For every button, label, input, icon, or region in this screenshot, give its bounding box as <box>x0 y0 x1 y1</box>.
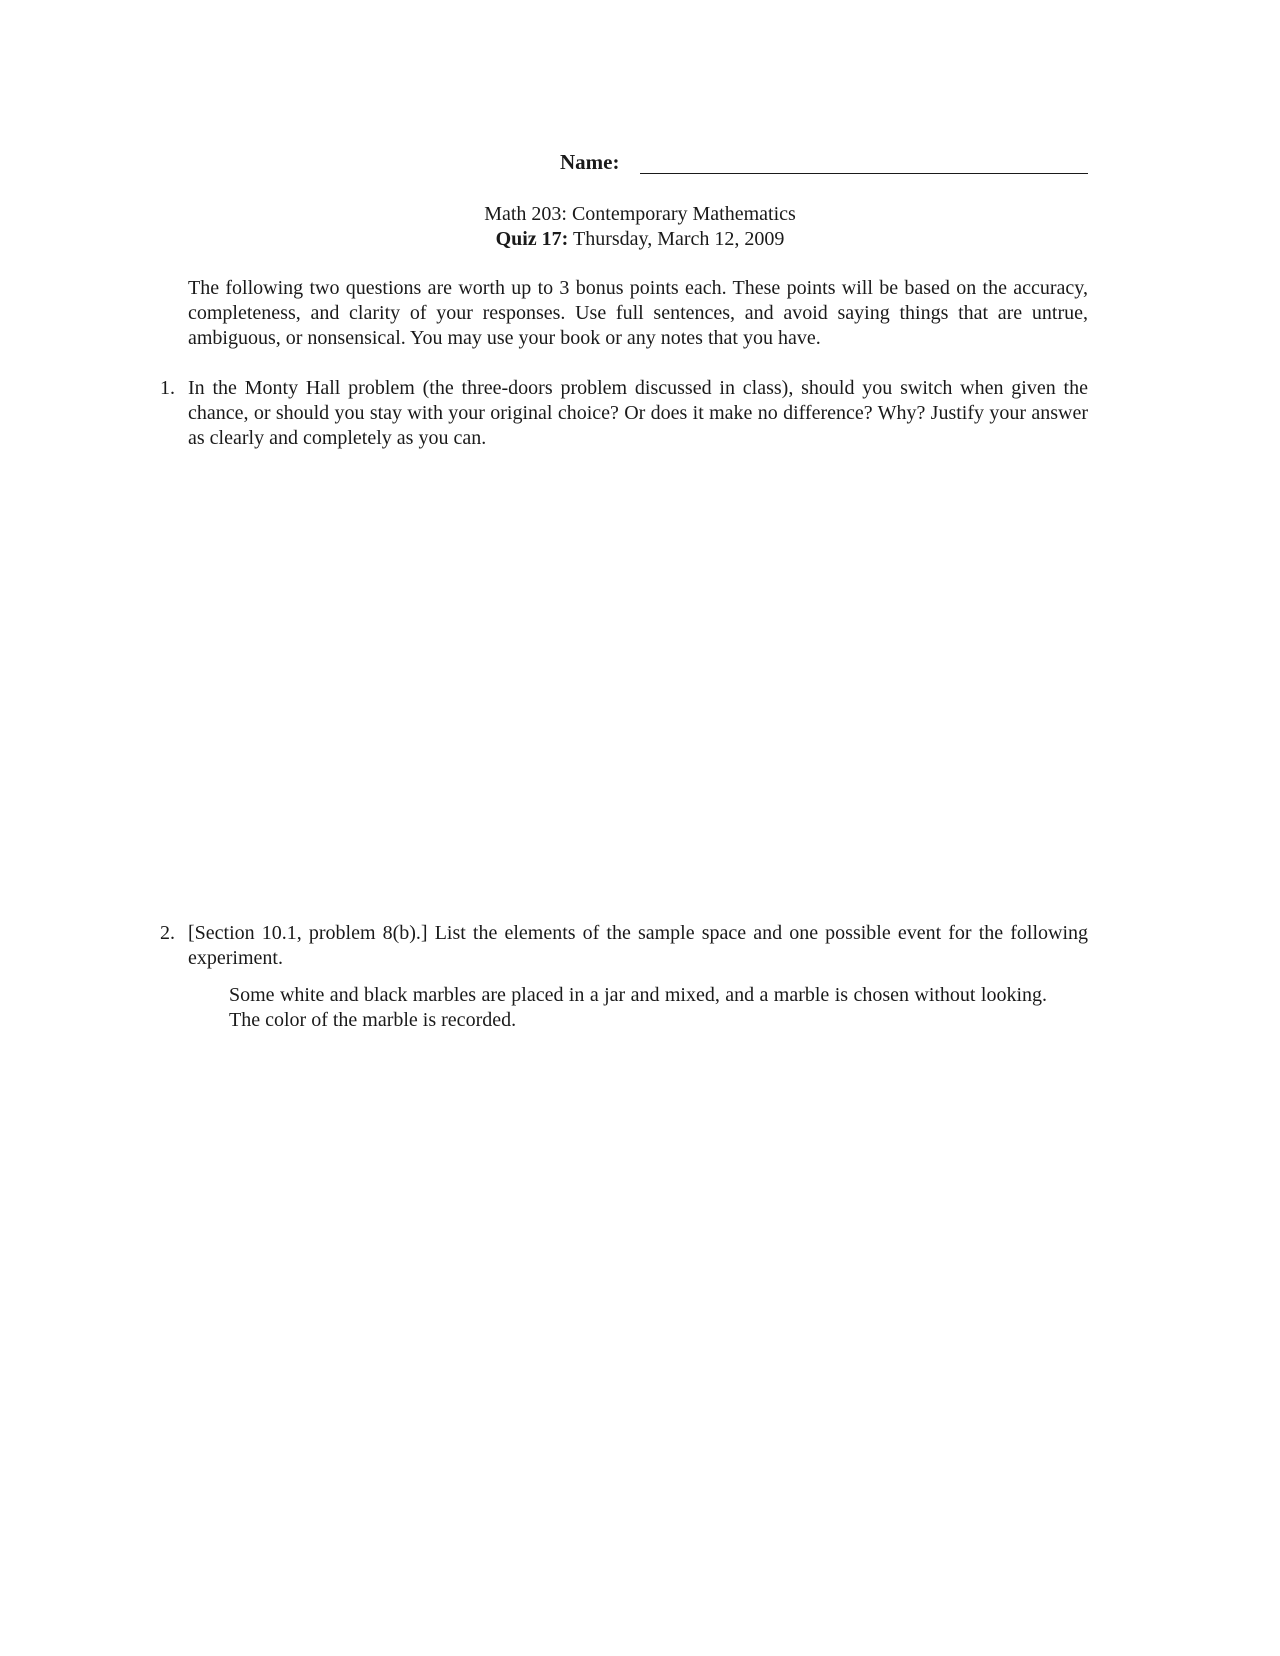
course-title: Math 203: Contemporary Mathematics <box>484 203 796 225</box>
name-label: Name: <box>560 150 620 174</box>
quiz-date: Thursday, March 12, 2009 <box>572 228 785 250</box>
name-row <box>0 150 1280 180</box>
title-block <box>0 202 1280 252</box>
question-2-experiment: Some white and black marbles are placed in a jar and mixed, and a marble is chosen without looking. The color of the marble is recorded. <box>229 984 1047 1031</box>
name-blank-line[interactable] <box>640 173 1088 174</box>
quiz-label: Quiz 17: <box>495 228 569 250</box>
instructions: The following two questions are worth up to 3 bonus points each. These points will be based on the accuracy, completeness, and clarity of your responses. Use full sentences, and avoid saying things that are untrue, ambiguous, or nonsensical. You may use your book or any notes that you have. <box>188 277 1088 349</box>
question-number: 2. <box>160 922 175 944</box>
question-text: [Section 10.1, problem 8(b).] List the elements of the sample space and one possible event for the following experiment. <box>188 922 1088 969</box>
question-text: In the Monty Hall problem (the three-doors problem discussed in class), should you switch when given the chance, or should you stay with your original choice? Or does it make no difference? Why? Justify your answer as clearly and completely as you can. <box>188 377 1088 449</box>
question-1 <box>160 376 1088 451</box>
question-2 <box>160 921 1088 971</box>
question-number: 1. <box>160 377 175 399</box>
quiz-line <box>0 227 1280 252</box>
